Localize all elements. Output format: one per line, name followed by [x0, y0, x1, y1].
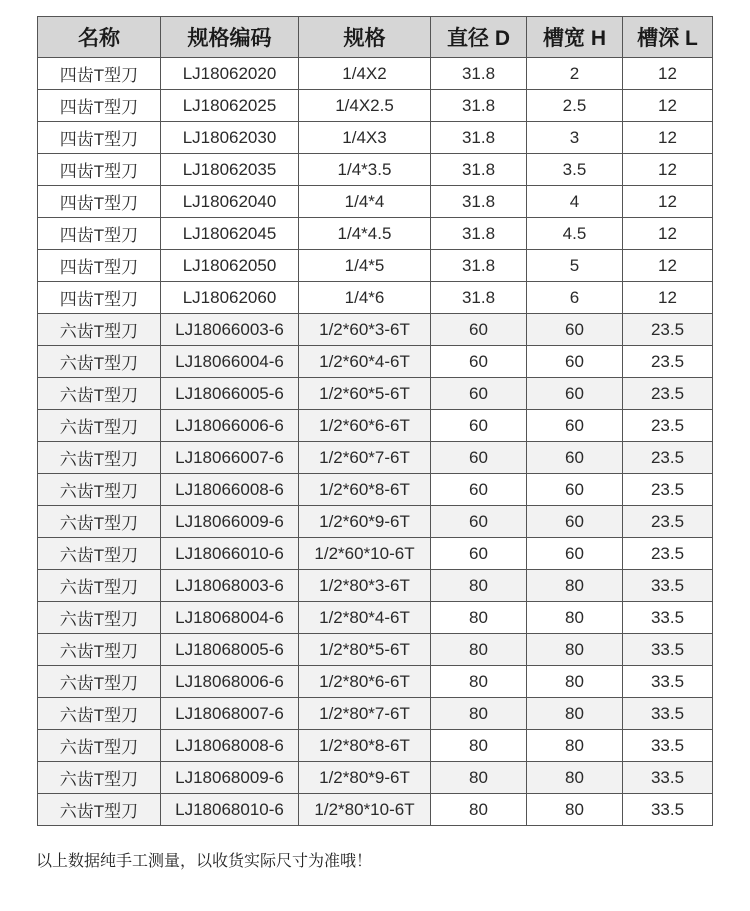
- cell-name: 六齿T型刀: [38, 762, 161, 794]
- table-row: [38, 570, 713, 602]
- cell-diameter: 60: [431, 506, 527, 538]
- cell-spec: 1/2*80*7-6T: [299, 698, 431, 730]
- cell-slot-width: 60: [527, 506, 623, 538]
- header-spec: 规格: [299, 17, 431, 58]
- cell-slot-width: 80: [527, 698, 623, 730]
- cell-diameter: 31.8: [431, 122, 527, 154]
- cell-slot-width: 80: [527, 602, 623, 634]
- cell-slot-width: 3.5: [527, 154, 623, 186]
- cell-diameter: 80: [431, 570, 527, 602]
- header-code: 规格编码: [161, 17, 299, 58]
- cell-name: 四齿T型刀: [38, 122, 161, 154]
- header-slot-width: 槽宽 H: [527, 17, 623, 58]
- cell-name: 六齿T型刀: [38, 442, 161, 474]
- cell-name: 四齿T型刀: [38, 250, 161, 282]
- cell-code: LJ18066007-6: [161, 442, 299, 474]
- cell-code: LJ18066004-6: [161, 346, 299, 378]
- cell-spec: 1/2*60*7-6T: [299, 442, 431, 474]
- cell-spec: 1/2*80*9-6T: [299, 762, 431, 794]
- cell-name: 六齿T型刀: [38, 602, 161, 634]
- cell-name: 六齿T型刀: [38, 410, 161, 442]
- cell-slot-width: 60: [527, 538, 623, 570]
- cell-slot-width: 3: [527, 122, 623, 154]
- cell-slot-depth: 33.5: [623, 698, 713, 730]
- cell-spec: 1/2*80*4-6T: [299, 602, 431, 634]
- cell-spec: 1/4X3: [299, 122, 431, 154]
- cell-spec: 1/4*4: [299, 186, 431, 218]
- cell-code: LJ18062030: [161, 122, 299, 154]
- cell-slot-width: 80: [527, 634, 623, 666]
- cell-slot-width: 2.5: [527, 90, 623, 122]
- cell-slot-depth: 23.5: [623, 538, 713, 570]
- table-row: [38, 442, 713, 474]
- cell-spec: 1/2*80*3-6T: [299, 570, 431, 602]
- table-row: [38, 346, 713, 378]
- cell-slot-depth: 33.5: [623, 570, 713, 602]
- cell-name: 四齿T型刀: [38, 282, 161, 314]
- cell-slot-width: 4: [527, 186, 623, 218]
- cell-spec: 1/2*60*4-6T: [299, 346, 431, 378]
- table-row: [38, 122, 713, 154]
- table-row: [38, 634, 713, 666]
- cell-name: 六齿T型刀: [38, 506, 161, 538]
- cell-code: LJ18066009-6: [161, 506, 299, 538]
- cell-slot-depth: 23.5: [623, 314, 713, 346]
- cell-name: 六齿T型刀: [38, 698, 161, 730]
- cell-spec: 1/2*80*5-6T: [299, 634, 431, 666]
- cell-diameter: 31.8: [431, 90, 527, 122]
- cell-name: 六齿T型刀: [38, 378, 161, 410]
- cell-diameter: 31.8: [431, 186, 527, 218]
- cell-name: 四齿T型刀: [38, 154, 161, 186]
- table-row: [38, 730, 713, 762]
- cell-slot-depth: 23.5: [623, 410, 713, 442]
- cell-diameter: 60: [431, 538, 527, 570]
- cell-code: LJ18066010-6: [161, 538, 299, 570]
- cell-diameter: 31.8: [431, 250, 527, 282]
- cell-code: LJ18068005-6: [161, 634, 299, 666]
- cell-spec: 1/2*60*6-6T: [299, 410, 431, 442]
- cell-spec: 1/2*60*9-6T: [299, 506, 431, 538]
- table-row: [38, 154, 713, 186]
- table-header: [38, 17, 713, 58]
- table-row: [38, 282, 713, 314]
- cell-code: LJ18068010-6: [161, 794, 299, 826]
- cell-spec: 1/2*60*3-6T: [299, 314, 431, 346]
- cell-slot-width: 60: [527, 314, 623, 346]
- header-row: [38, 17, 713, 58]
- table-row: [38, 90, 713, 122]
- header-name: 名称: [38, 17, 161, 58]
- table-row: [38, 250, 713, 282]
- measurement-note: 以上数据纯手工测量，以收货实际尺寸为准哦！: [36, 853, 373, 870]
- cell-spec: 1/2*80*10-6T: [299, 794, 431, 826]
- cell-slot-depth: 12: [623, 218, 713, 250]
- table-row: [38, 58, 713, 90]
- cell-name: 四齿T型刀: [38, 186, 161, 218]
- cell-code: LJ18066003-6: [161, 314, 299, 346]
- cell-diameter: 60: [431, 346, 527, 378]
- header-slot-depth: 槽深 L: [623, 17, 713, 58]
- spec-table-container: [37, 16, 712, 826]
- cell-diameter: 31.8: [431, 218, 527, 250]
- cell-slot-width: 80: [527, 762, 623, 794]
- cell-diameter: 80: [431, 634, 527, 666]
- header-diameter: 直径 D: [431, 17, 527, 58]
- table-row: [38, 474, 713, 506]
- cell-slot-depth: 12: [623, 250, 713, 282]
- cell-diameter: 60: [431, 442, 527, 474]
- cell-code: LJ18068003-6: [161, 570, 299, 602]
- cell-slot-depth: 12: [623, 58, 713, 90]
- table-body: [38, 58, 713, 826]
- cell-spec: 1/4*5: [299, 250, 431, 282]
- cell-diameter: 31.8: [431, 58, 527, 90]
- cell-slot-depth: 12: [623, 282, 713, 314]
- table-row: [38, 666, 713, 698]
- cell-slot-width: 80: [527, 794, 623, 826]
- cell-code: LJ18062035: [161, 154, 299, 186]
- cell-slot-depth: 33.5: [623, 762, 713, 794]
- cell-name: 四齿T型刀: [38, 58, 161, 90]
- cell-diameter: 60: [431, 474, 527, 506]
- cell-slot-depth: 12: [623, 90, 713, 122]
- cell-code: LJ18062040: [161, 186, 299, 218]
- cell-slot-depth: 23.5: [623, 474, 713, 506]
- cell-code: LJ18068004-6: [161, 602, 299, 634]
- cell-diameter: 80: [431, 666, 527, 698]
- cell-slot-width: 60: [527, 410, 623, 442]
- cell-name: 六齿T型刀: [38, 730, 161, 762]
- cell-slot-depth: 23.5: [623, 346, 713, 378]
- cell-slot-width: 80: [527, 666, 623, 698]
- cell-name: 四齿T型刀: [38, 218, 161, 250]
- cell-slot-depth: 33.5: [623, 794, 713, 826]
- cell-name: 四齿T型刀: [38, 90, 161, 122]
- cell-code: LJ18068007-6: [161, 698, 299, 730]
- cell-slot-width: 60: [527, 474, 623, 506]
- cell-slot-width: 4.5: [527, 218, 623, 250]
- cell-spec: 1/2*60*8-6T: [299, 474, 431, 506]
- cell-diameter: 31.8: [431, 154, 527, 186]
- table-row: [38, 186, 713, 218]
- cell-slot-depth: 12: [623, 154, 713, 186]
- table-row: [38, 602, 713, 634]
- cell-slot-depth: 23.5: [623, 506, 713, 538]
- cell-slot-depth: 33.5: [623, 634, 713, 666]
- cell-diameter: 31.8: [431, 282, 527, 314]
- cell-code: LJ18062060: [161, 282, 299, 314]
- cell-name: 六齿T型刀: [38, 314, 161, 346]
- cell-slot-width: 80: [527, 730, 623, 762]
- cell-name: 六齿T型刀: [38, 474, 161, 506]
- table-row: [38, 794, 713, 826]
- cell-slot-width: 80: [527, 570, 623, 602]
- cell-slot-width: 60: [527, 346, 623, 378]
- cell-slot-depth: 12: [623, 122, 713, 154]
- cell-slot-width: 6: [527, 282, 623, 314]
- table-row: [38, 698, 713, 730]
- cell-slot-width: 5: [527, 250, 623, 282]
- cell-name: 六齿T型刀: [38, 794, 161, 826]
- cell-slot-depth: 12: [623, 186, 713, 218]
- cell-spec: 1/2*60*5-6T: [299, 378, 431, 410]
- cell-diameter: 60: [431, 410, 527, 442]
- cell-diameter: 80: [431, 794, 527, 826]
- cell-spec: 1/4X2: [299, 58, 431, 90]
- cell-code: LJ18062020: [161, 58, 299, 90]
- cell-code: LJ18068006-6: [161, 666, 299, 698]
- cell-code: LJ18066006-6: [161, 410, 299, 442]
- cell-spec: 1/4*4.5: [299, 218, 431, 250]
- cell-spec: 1/4*6: [299, 282, 431, 314]
- cell-slot-depth: 23.5: [623, 378, 713, 410]
- cell-code: LJ18066008-6: [161, 474, 299, 506]
- cell-slot-width: 60: [527, 378, 623, 410]
- cell-diameter: 60: [431, 314, 527, 346]
- table-row: [38, 538, 713, 570]
- cell-spec: 1/4X2.5: [299, 90, 431, 122]
- cell-code: LJ18068008-6: [161, 730, 299, 762]
- cell-diameter: 80: [431, 698, 527, 730]
- cell-spec: 1/4*3.5: [299, 154, 431, 186]
- cell-code: LJ18068009-6: [161, 762, 299, 794]
- cell-name: 六齿T型刀: [38, 666, 161, 698]
- cell-slot-width: 60: [527, 442, 623, 474]
- cell-diameter: 80: [431, 730, 527, 762]
- cell-code: LJ18062050: [161, 250, 299, 282]
- cell-slot-depth: 33.5: [623, 602, 713, 634]
- cell-slot-width: 2: [527, 58, 623, 90]
- table-row: [38, 218, 713, 250]
- cell-diameter: 60: [431, 378, 527, 410]
- cell-name: 六齿T型刀: [38, 538, 161, 570]
- cell-name: 六齿T型刀: [38, 634, 161, 666]
- cell-code: LJ18062045: [161, 218, 299, 250]
- cell-slot-depth: 33.5: [623, 730, 713, 762]
- cell-name: 六齿T型刀: [38, 570, 161, 602]
- table-row: [38, 410, 713, 442]
- table-row: [38, 506, 713, 538]
- cell-spec: 1/2*80*6-6T: [299, 666, 431, 698]
- cell-diameter: 80: [431, 602, 527, 634]
- cell-diameter: 80: [431, 762, 527, 794]
- cell-spec: 1/2*60*10-6T: [299, 538, 431, 570]
- cell-code: LJ18062025: [161, 90, 299, 122]
- spec-table: [37, 16, 713, 826]
- cell-code: LJ18066005-6: [161, 378, 299, 410]
- cell-name: 六齿T型刀: [38, 346, 161, 378]
- cell-spec: 1/2*80*8-6T: [299, 730, 431, 762]
- table-row: [38, 762, 713, 794]
- cell-slot-depth: 33.5: [623, 666, 713, 698]
- cell-slot-depth: 23.5: [623, 442, 713, 474]
- table-row: [38, 378, 713, 410]
- table-row: [38, 314, 713, 346]
